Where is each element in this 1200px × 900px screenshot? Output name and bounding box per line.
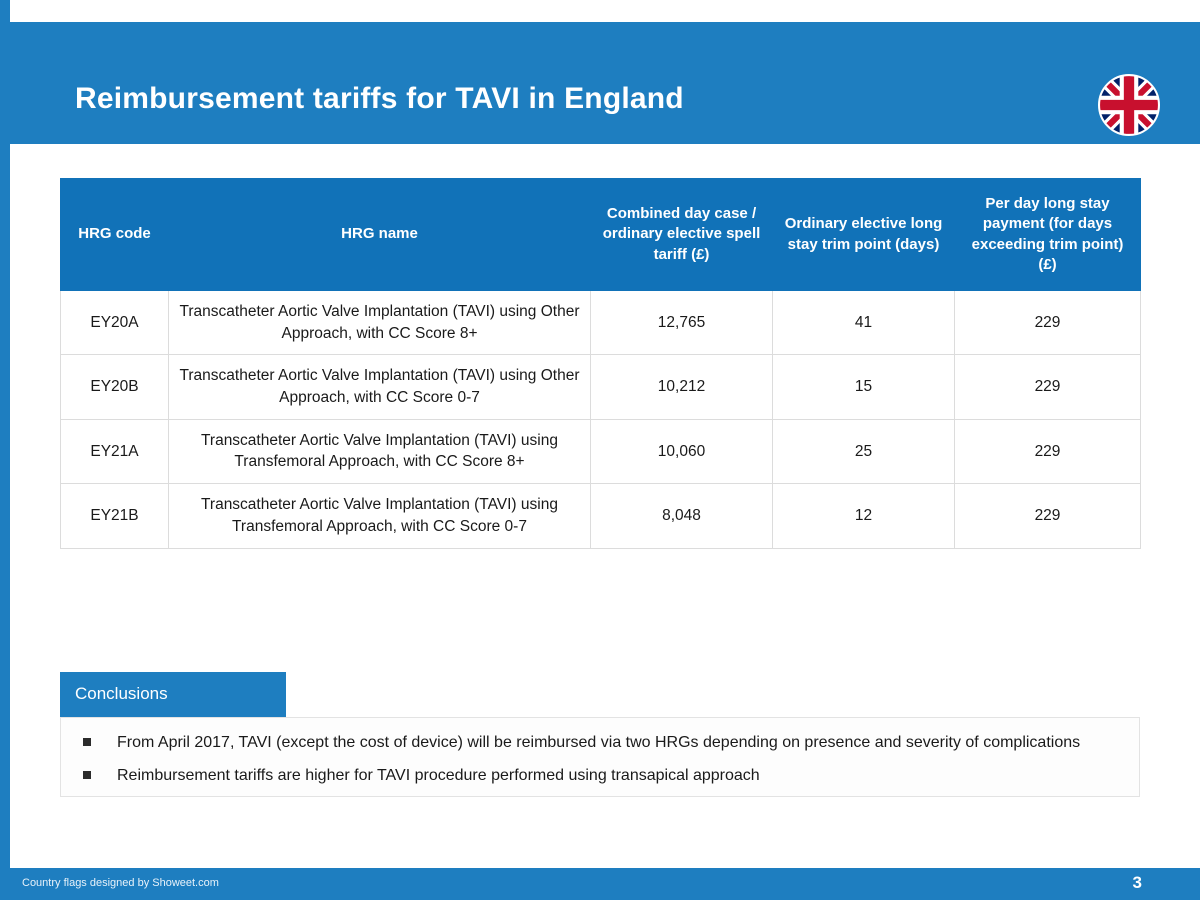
column-header-hrg-code: HRG code (61, 179, 169, 291)
table-row (61, 355, 1141, 419)
cell-per-day-payment: 229 (955, 419, 1141, 483)
table-header-row (61, 179, 1141, 291)
cell-per-day-payment: 229 (955, 484, 1141, 548)
footer-credit: Country flags designed by Showeet.com (22, 877, 219, 889)
table-row (61, 484, 1141, 548)
cell-per-day-payment: 229 (955, 291, 1141, 355)
left-accent-bar (0, 0, 10, 900)
cell-hrg-code: EY20B (61, 355, 169, 419)
cell-hrg-code: EY21B (61, 484, 169, 548)
cell-hrg-name: Transcatheter Aortic Valve Implantation (TAVI) using Other Approach, with CC Score 8+ (169, 291, 591, 355)
table-row (61, 291, 1141, 355)
list-item (61, 726, 1139, 759)
cell-hrg-name: Transcatheter Aortic Valve Implantation (TAVI) using Transfemoral Approach, with CC Score 0-7 (169, 484, 591, 548)
column-header-per-day-payment: Per day long stay payment (for days exceeding trim point) (£) (955, 179, 1141, 291)
slide-footer (10, 868, 1200, 900)
column-header-trim-point: Ordinary elective long stay trim point (days) (773, 179, 955, 291)
cell-spell-tariff: 10,212 (591, 355, 773, 419)
column-header-spell-tariff: Combined day case / ordinary elective spell tariff (£) (591, 179, 773, 291)
cell-trim-point: 15 (773, 355, 955, 419)
column-header-hrg-name: HRG name (169, 179, 591, 291)
cell-spell-tariff: 10,060 (591, 419, 773, 483)
cell-trim-point: 41 (773, 291, 955, 355)
conclusions-box (60, 717, 1140, 797)
cell-trim-point: 12 (773, 484, 955, 548)
cell-spell-tariff: 8,048 (591, 484, 773, 548)
square-bullet-icon (83, 771, 91, 779)
cell-hrg-name: Transcatheter Aortic Valve Implantation (TAVI) using Other Approach, with CC Score 0-7 (169, 355, 591, 419)
cell-hrg-name: Transcatheter Aortic Valve Implantation (TAVI) using Transfemoral Approach, with CC Score 8+ (169, 419, 591, 483)
page-number: 3 (1132, 873, 1142, 892)
cell-hrg-code: EY21A (61, 419, 169, 483)
cell-per-day-payment: 229 (955, 355, 1141, 419)
tariffs-table (60, 178, 1141, 549)
conclusion-text: Reimbursement tariffs are higher for TAVI procedure performed using transapical approach (117, 766, 760, 784)
list-item (61, 759, 1139, 792)
conclusions-tab-label: Conclusions (75, 684, 168, 703)
table-row (61, 419, 1141, 483)
page-title: Reimbursement tariffs for TAVI in England (75, 82, 684, 115)
conclusions-tab (60, 672, 286, 717)
cell-spell-tariff: 12,765 (591, 291, 773, 355)
cell-trim-point: 25 (773, 419, 955, 483)
square-bullet-icon (83, 738, 91, 746)
cell-hrg-code: EY20A (61, 291, 169, 355)
slide-header (10, 22, 1200, 144)
uk-flag-icon (1098, 74, 1160, 136)
conclusion-text: From April 2017, TAVI (except the cost of device) will be reimbursed via two HRGs depending on presence and severity of complications (117, 733, 1081, 751)
tariffs-table-container (60, 178, 1140, 549)
